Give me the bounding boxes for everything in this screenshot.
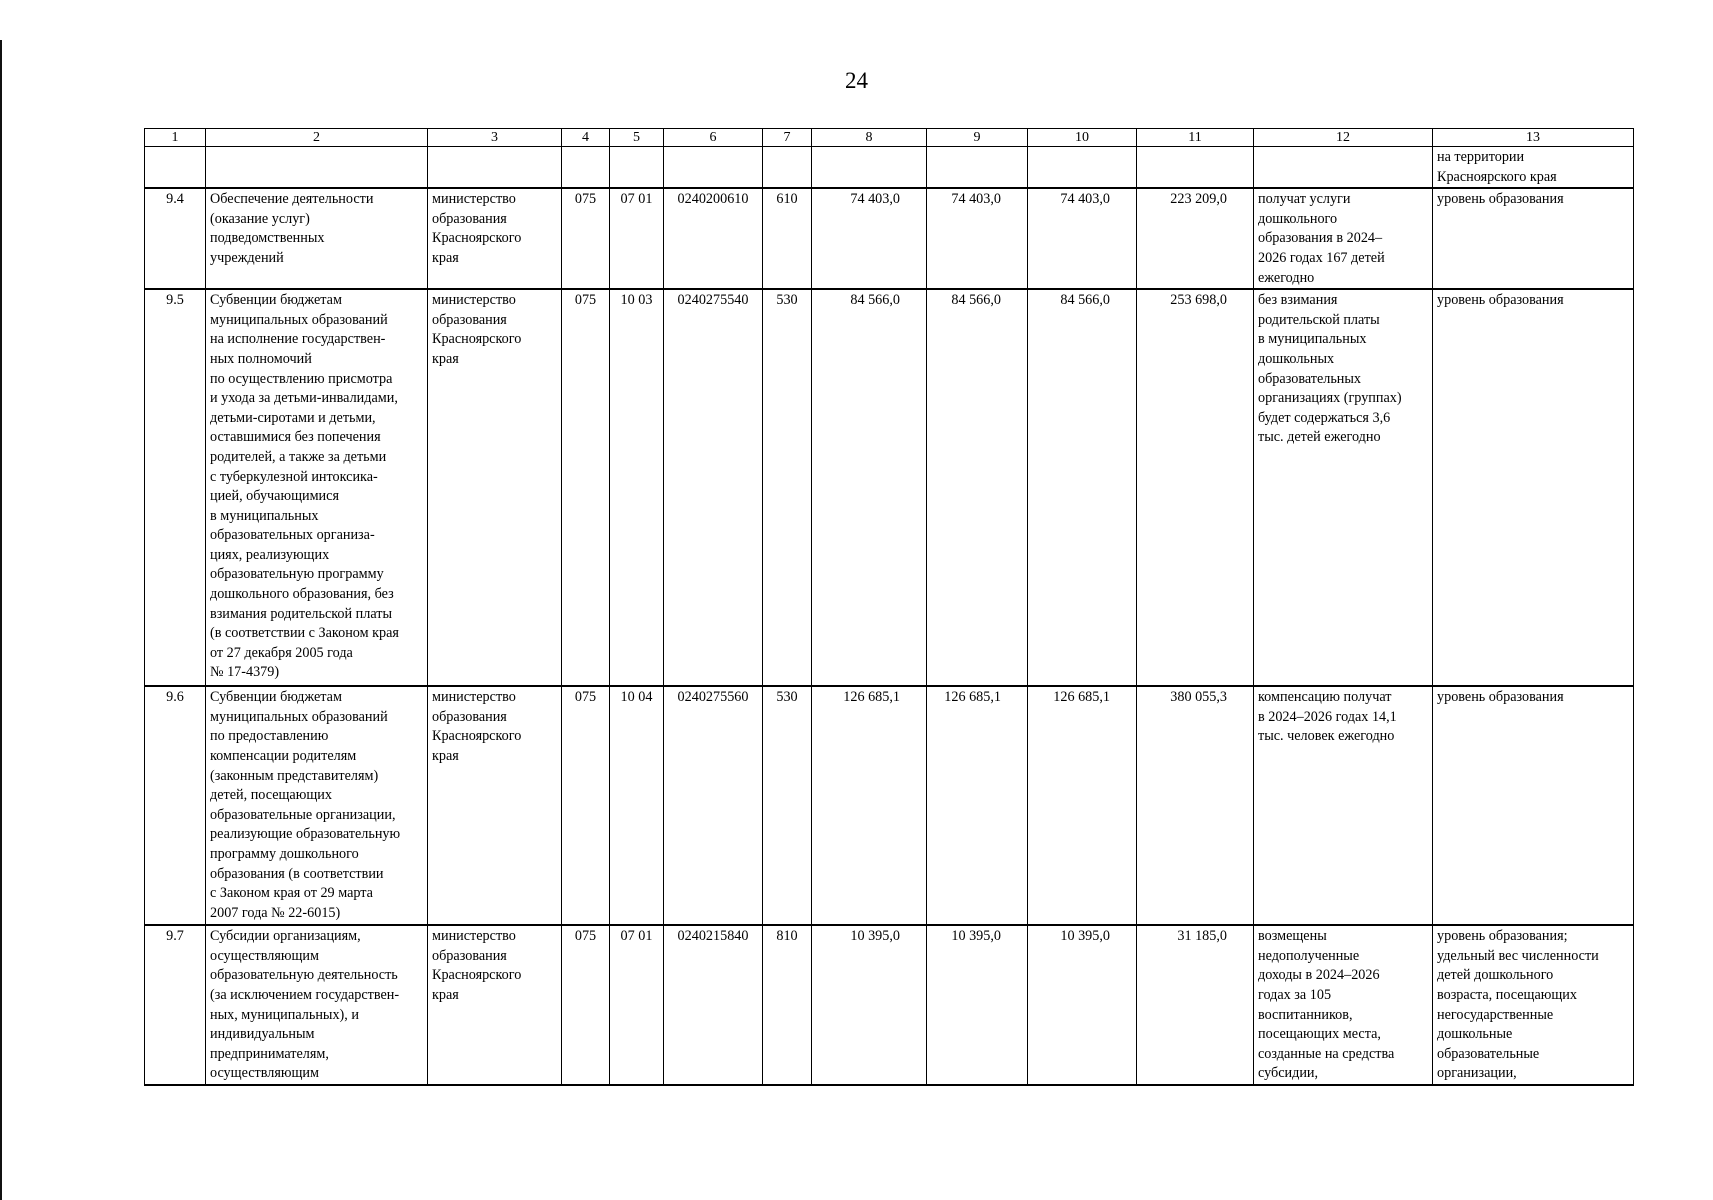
activity-name: Субсидии организациям, осуществляющим образовательную деятельность (за исключением государствен- ных, муниципальных), и индивидуальным предпринимателям, осуществляющим — [206, 925, 428, 1085]
rzpr-code: 07 01 — [610, 925, 664, 1085]
grbs-code: 075 — [562, 289, 610, 686]
vr-code: 810 — [763, 925, 812, 1085]
column-header: 11 — [1137, 129, 1254, 147]
amount-total: 31 185,0 — [1137, 925, 1254, 1085]
executor: министерство образования Красноярского края — [428, 188, 562, 289]
row-number: 9.6 — [145, 686, 206, 925]
vr-code: 610 — [763, 188, 812, 289]
row-number: 9.7 — [145, 925, 206, 1085]
rzpr-code: 07 01 — [610, 188, 664, 289]
page-number: 24 — [845, 68, 868, 93]
column-header: 1 — [145, 129, 206, 147]
vr-code: 530 — [763, 686, 812, 925]
vr-code: 530 — [763, 289, 812, 686]
indicator-cell: на территории Красноярского края — [1433, 147, 1634, 189]
column-header: 6 — [664, 129, 763, 147]
column-header: 5 — [610, 129, 664, 147]
column-header: 13 — [1433, 129, 1634, 147]
row-number: 9.5 — [145, 289, 206, 686]
expected-result: получат услуги дошкольного образования в 2024– 2026 годах 167 детей ежегодно — [1254, 188, 1433, 289]
amount-year-3: 126 685,1 — [1028, 686, 1137, 925]
continuation-row — [145, 147, 1634, 189]
indicator: уровень образования — [1433, 188, 1634, 289]
amount-year-2: 84 566,0 — [927, 289, 1028, 686]
executor: министерство образования Красноярского края — [428, 289, 562, 686]
table-row — [145, 188, 1634, 289]
table-row — [145, 686, 1634, 925]
column-header: 7 — [763, 129, 812, 147]
indicator: уровень образования — [1433, 686, 1634, 925]
amount-total: 380 055,3 — [1137, 686, 1254, 925]
amount-year-2: 126 685,1 — [927, 686, 1028, 925]
rzpr-code: 10 03 — [610, 289, 664, 686]
executor: министерство образования Красноярского края — [428, 925, 562, 1085]
activity-name: Обеспечение деятельности (оказание услуг) подведомственных учреждений — [206, 188, 428, 289]
column-header: 9 — [927, 129, 1028, 147]
amount-year-1: 84 566,0 — [812, 289, 927, 686]
expected-result: без взимания родительской платы в муниципальных дошкольных образовательных организациях (группах) будет содержаться 3,6 тыс. детей ежегодно — [1254, 289, 1433, 686]
csr-code: 0240275540 — [664, 289, 763, 686]
csr-code: 0240200610 — [664, 188, 763, 289]
column-number-header-row — [145, 129, 1634, 147]
column-header: 2 — [206, 129, 428, 147]
activity-name: Субвенции бюджетам муниципальных образований по предоставлению компенсации родителям (законным представителям) детей, посещающих образовательные организации, реализующие образовательную программу дошкольного образования (в соответствии с Законом края от 29 марта 2007 года № 22-6015) — [206, 686, 428, 925]
page-left-edge — [0, 40, 2, 1200]
amount-year-1: 10 395,0 — [812, 925, 927, 1085]
amount-year-1: 126 685,1 — [812, 686, 927, 925]
rzpr-code: 10 04 — [610, 686, 664, 925]
column-header: 4 — [562, 129, 610, 147]
amount-total: 223 209,0 — [1137, 188, 1254, 289]
column-header: 8 — [812, 129, 927, 147]
amount-year-3: 84 566,0 — [1028, 289, 1137, 686]
expected-result: возмещены недополученные доходы в 2024–2026 годах за 105 воспитанников, посещающих места, созданные на средства субсидии, — [1254, 925, 1433, 1085]
amount-year-3: 74 403,0 — [1028, 188, 1137, 289]
indicator: уровень образования — [1433, 289, 1634, 686]
grbs-code: 075 — [562, 925, 610, 1085]
csr-code: 0240215840 — [664, 925, 763, 1085]
indicator: уровень образования; удельный вес численности детей дошкольного возраста, посещающих негосударственные дошкольные образовательные организации, — [1433, 925, 1634, 1085]
column-header: 10 — [1028, 129, 1137, 147]
amount-year-1: 74 403,0 — [812, 188, 927, 289]
executor: министерство образования Красноярского края — [428, 686, 562, 925]
row-number: 9.4 — [145, 188, 206, 289]
program-activities-table — [144, 128, 1634, 1086]
column-header: 12 — [1254, 129, 1433, 147]
grbs-code: 075 — [562, 686, 610, 925]
column-header: 3 — [428, 129, 562, 147]
amount-year-3: 10 395,0 — [1028, 925, 1137, 1085]
grbs-code: 075 — [562, 188, 610, 289]
amount-year-2: 74 403,0 — [927, 188, 1028, 289]
amount-year-2: 10 395,0 — [927, 925, 1028, 1085]
expected-result: компенсацию получат в 2024–2026 годах 14,1 тыс. человек ежегодно — [1254, 686, 1433, 925]
table-row — [145, 289, 1634, 686]
csr-code: 0240275560 — [664, 686, 763, 925]
table-row — [145, 925, 1634, 1085]
activity-name: Субвенции бюджетам муниципальных образований на исполнение государствен- ных полномочий по осуществлению присмотра и ухода за детьми-инвалидами, детьми-сиротами и детьми, оставшимися без попечения родителей, а также за детьми с туберкулезной интоксика- цией, обучающимися в муниципальных образовательных организа- циях, реализующих образовательную программу дошкольного образования, без взимания родительской платы (в соответствии с Законом края от 27 декабря 2005 года № 17-4379) — [206, 289, 428, 686]
amount-total: 253 698,0 — [1137, 289, 1254, 686]
